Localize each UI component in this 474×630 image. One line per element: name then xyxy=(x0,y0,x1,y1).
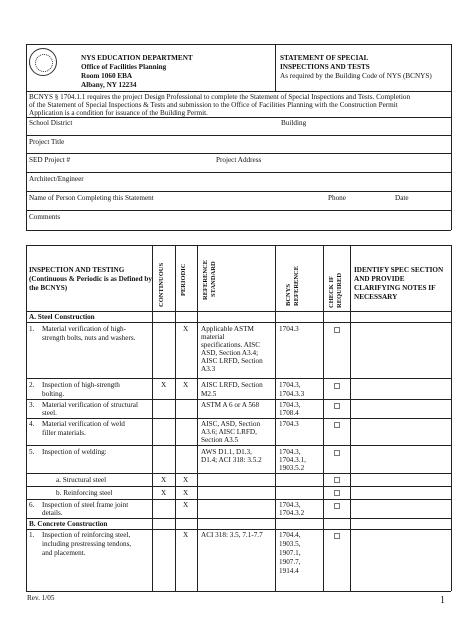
continuous-mark: X xyxy=(161,489,167,497)
intro-line2: of the Statement of Special Inspections & Tests and submission to the Office of Facilities Planning with the Construction Permit xyxy=(29,101,398,109)
bcnys-text: 1903.5.2 xyxy=(279,464,305,472)
project-address-field[interactable] xyxy=(272,156,442,165)
bcnys-text: 1907.7, xyxy=(279,558,301,566)
periodic-mark: X xyxy=(183,476,189,484)
row-text: filler materials. xyxy=(42,429,86,437)
section-b-title: B. Concrete Construction xyxy=(29,520,108,528)
school-district-field[interactable] xyxy=(100,119,275,128)
reference-text: Section A3.5 xyxy=(201,436,239,444)
reference-text: D1.4; ACI 318: 3.5.2 xyxy=(201,456,262,464)
dept-room: Room 1060 EBA xyxy=(81,72,133,80)
col-notes-header-1: IDENTIFY SPEC SECTION xyxy=(354,266,444,274)
required-checkbox[interactable] xyxy=(334,327,340,333)
reference-text: Applicable ASTM xyxy=(201,325,254,333)
architect-field[interactable] xyxy=(100,175,440,184)
sed-project-field[interactable] xyxy=(80,156,210,165)
row-number: 5. xyxy=(29,448,35,456)
col-check-header-1: CHECK IF xyxy=(328,276,335,308)
periodic-mark: X xyxy=(183,531,189,539)
bcnys-text: 1704.3 xyxy=(279,325,299,333)
bcnys-text: 1704.3, xyxy=(279,381,301,389)
project-title-label: Project Title xyxy=(29,138,65,146)
bcnys-text: 1704.3, xyxy=(279,448,301,456)
col-inspection-header-3: the BCNYS) xyxy=(29,284,68,292)
reference-text: material xyxy=(201,333,225,341)
continuous-mark: X xyxy=(161,476,167,484)
row-text: Material verification of structural xyxy=(42,401,138,409)
statement-title-line1: STATEMENT OF SPECIAL xyxy=(280,54,369,62)
name-completing-field[interactable] xyxy=(180,194,320,203)
date-label: Date xyxy=(395,194,409,202)
statement-title-line2: INSPECTIONS AND TESTS xyxy=(280,63,370,71)
col-inspection-header-2: (Continuous & Periodic is as Defined by xyxy=(29,275,152,283)
continuous-mark: X xyxy=(161,381,167,389)
row-text: steel. xyxy=(42,409,57,417)
bcnys-text: 1704.3.1, xyxy=(279,456,306,464)
required-checkbox[interactable] xyxy=(334,450,340,456)
row-number: 1. xyxy=(29,325,35,333)
col-continuous-header: CONTINUOUS xyxy=(158,262,165,307)
revision-label: Rev. 1/05 xyxy=(27,594,55,602)
row-text: a. Structural steel xyxy=(56,476,107,484)
statement-subtitle: As required by the Building Code of NYS (BCNYS) xyxy=(280,72,432,80)
periodic-mark: X xyxy=(183,381,189,389)
row-number: 3. xyxy=(29,401,35,409)
reference-text: AISC LRFD, Section xyxy=(201,381,263,389)
reference-text: ACI 318: 3.5, 7.1-7.7 xyxy=(201,531,263,539)
reference-text: AISC LRFD, Section xyxy=(201,357,263,365)
intro-line3: Application is a condition for issuance of the Building Permit. xyxy=(29,109,208,117)
comments-field[interactable] xyxy=(70,213,440,222)
bcnys-text: 1907.1, xyxy=(279,549,301,557)
row-text: Inspection of welding: xyxy=(42,448,107,456)
page-number: 1 xyxy=(440,595,445,606)
row-text: Material verification of high- xyxy=(42,325,127,333)
col-notes-header-4: NECESSARY xyxy=(354,293,398,301)
row-number: 6. xyxy=(29,501,35,509)
row-text: bolting. xyxy=(42,390,65,398)
periodic-mark: X xyxy=(183,489,189,497)
bcnys-text: 1704.3, xyxy=(279,401,301,409)
reference-text: ASD, Section A3.4; xyxy=(201,349,259,357)
dept-name: NYS EDUCATION DEPARTMENT xyxy=(81,54,193,62)
col-inspection-header-1: INSPECTION AND TESTING xyxy=(29,266,125,274)
row-text: including prestressing tendons, xyxy=(42,540,132,548)
bcnys-text: 1903.5, xyxy=(279,540,301,548)
reference-text: ASTM A 6 or A 568 xyxy=(201,401,260,409)
intro-line1: BCNYS § 1704.1.1 requires the project Design Professional to complete the Statement of Special Inspections and Tests. Completion xyxy=(29,93,411,101)
required-checkbox[interactable] xyxy=(334,503,340,509)
bcnys-text: 1708.4 xyxy=(279,409,299,417)
bcnys-text: 1704.3, xyxy=(279,501,301,509)
col-reference-header-2: STANDARD xyxy=(210,261,217,297)
row-number: 2. xyxy=(29,381,35,389)
architect-label: Architect/Engineer xyxy=(29,175,84,183)
col-bcnys-header-2: REFERENCE xyxy=(293,265,300,306)
required-checkbox[interactable] xyxy=(334,403,340,409)
periodic-mark: X xyxy=(183,501,189,509)
bcnys-text: 1704.3.3 xyxy=(279,390,305,398)
row-text: b. Reinforcing steel xyxy=(56,489,113,497)
row-number: 4. xyxy=(29,420,35,428)
reference-text: A3.6; AISC LRFD, xyxy=(201,428,257,436)
row-text: strength bolts, nuts and washers. xyxy=(42,334,136,342)
bcnys-text: 1914.4 xyxy=(279,567,299,575)
row-text: Inspection of steel frame joint xyxy=(42,501,129,509)
project-address-label: Project Address xyxy=(216,156,262,164)
reference-text: A3.3 xyxy=(201,365,216,373)
section-a-title: A. Steel Construction xyxy=(29,313,95,321)
building-label: Building xyxy=(281,119,307,127)
required-checkbox[interactable] xyxy=(334,422,340,428)
required-checkbox[interactable] xyxy=(334,533,340,539)
bcnys-text: 1704.3.2 xyxy=(279,509,305,517)
periodic-mark: X xyxy=(183,325,189,333)
project-title-field[interactable] xyxy=(80,138,440,147)
required-checkbox[interactable] xyxy=(334,383,340,389)
row-text: and placement. xyxy=(42,549,86,557)
phone-label: Phone xyxy=(328,194,346,202)
row-number: 1. xyxy=(29,531,35,539)
row-text: Inspection of high-strength xyxy=(42,381,120,389)
school-district-label: School District xyxy=(29,119,73,127)
required-checkbox[interactable] xyxy=(334,477,340,483)
col-notes-header-3: CLARIFYING NOTES IF xyxy=(354,284,436,292)
building-field[interactable] xyxy=(314,119,444,128)
reference-text: specifications. AISC xyxy=(201,341,261,349)
reference-text: AWS D1.1, D1.3, xyxy=(201,448,252,456)
dept-office: Office of Facilities Planning xyxy=(81,63,167,71)
col-periodic-header: PERIODIC xyxy=(180,263,187,296)
col-reference-header-1: REFERENCE xyxy=(202,259,209,300)
dept-city: Albany, NY 12234 xyxy=(81,81,137,89)
col-bcnys-header-1: BCNYS xyxy=(285,283,292,306)
row-text: Inspection of reinforcing steel, xyxy=(42,531,131,539)
bcnys-text: 1704.3 xyxy=(279,420,299,428)
sed-project-label: SED Project # xyxy=(29,156,71,164)
reference-text: M2.5 xyxy=(201,390,217,398)
comments-label: Comments xyxy=(29,213,61,221)
col-check-header-2: REQUIRED xyxy=(336,272,343,308)
col-notes-header-2: AND PROVIDE xyxy=(354,275,405,283)
bcnys-text: 1704.4, xyxy=(279,531,301,539)
reference-text: AISC, ASD, Section xyxy=(201,420,261,428)
nys-seal-logo xyxy=(29,48,57,76)
row-text: Material verification of weld xyxy=(42,420,125,428)
required-checkbox[interactable] xyxy=(334,490,340,496)
row-text: details. xyxy=(42,509,63,517)
name-completing-label: Name of Person Completing this Statement xyxy=(29,194,154,202)
